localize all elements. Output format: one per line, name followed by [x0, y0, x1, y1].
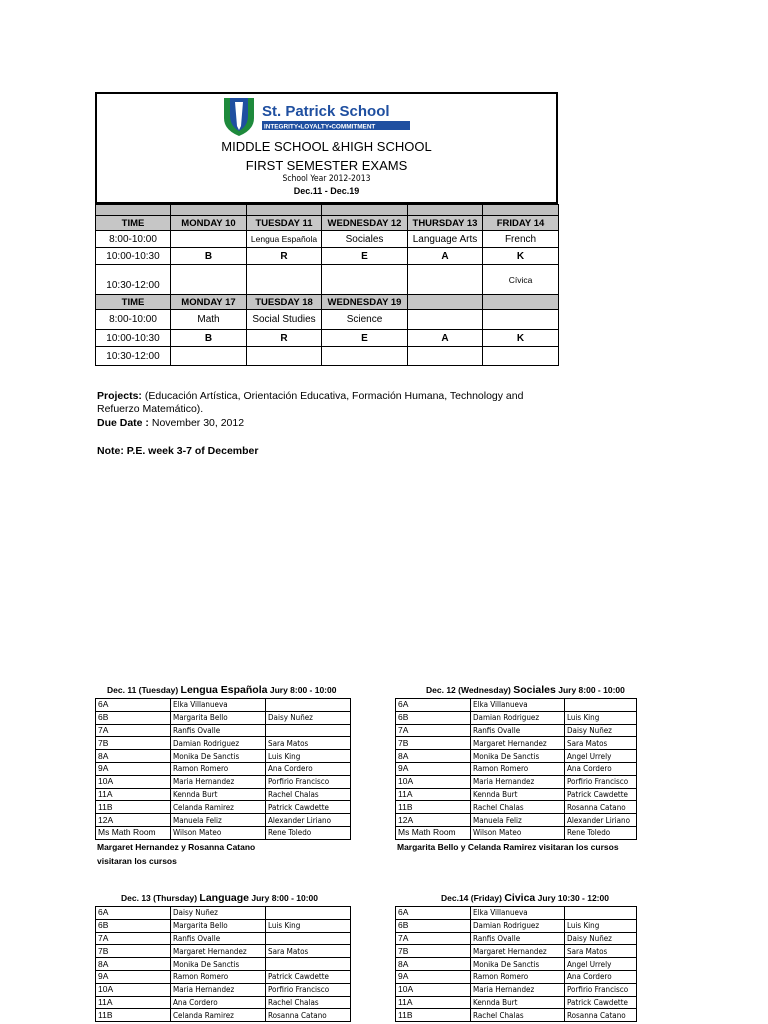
- cell: A: [408, 248, 483, 265]
- table-row: [96, 265, 559, 295]
- class-cell: 7A: [396, 724, 471, 737]
- cell: [171, 231, 247, 248]
- school-name-text: St. Patrick School: [262, 103, 390, 120]
- teacher-cell: Manuela Feliz: [471, 814, 565, 827]
- jury-title-subject: Sociales: [513, 684, 556, 696]
- table-row: [96, 788, 351, 801]
- class-cell: 9A: [396, 762, 471, 775]
- cell: K: [483, 330, 559, 347]
- teacher-cell: Rachel Chalas: [266, 996, 351, 1009]
- header-cell: FRIDAY 14: [483, 216, 559, 231]
- motto-text: INTEGRITY•LOYALTY•COMMITMENT: [264, 123, 376, 131]
- table-row: [396, 919, 637, 932]
- exam-schedule-table: [95, 204, 559, 366]
- cell: [247, 347, 322, 366]
- visit-note-dec11: [97, 840, 255, 868]
- teacher-cell: Patrick Cawdette: [565, 996, 637, 1009]
- teacher-cell: Luis King: [266, 919, 351, 932]
- teacher-cell: Rene Toledo: [565, 826, 637, 839]
- teacher-cell: Kennda Burt: [471, 788, 565, 801]
- week1-header-row: [96, 216, 559, 231]
- header-cell: TIME: [96, 216, 171, 231]
- teacher-cell: Monika De Sanctis: [171, 958, 266, 971]
- class-cell: 7A: [96, 724, 171, 737]
- class-cell: 8A: [96, 750, 171, 763]
- teacher-cell: Patrick Cawdette: [266, 801, 351, 814]
- class-cell: 12A: [96, 814, 171, 827]
- cell: [247, 265, 322, 295]
- table-row: [396, 775, 637, 788]
- teacher-cell: Kennda Burt: [171, 788, 266, 801]
- cell: E: [322, 330, 408, 347]
- teacher-cell: Ana Cordero: [171, 996, 266, 1009]
- jury-title-dec11: [107, 684, 336, 696]
- teacher-cell: Patrick Cawdette: [266, 970, 351, 983]
- teacher-cell: Rosanna Catano: [565, 801, 637, 814]
- teacher-cell: Damian Rodriguez: [171, 737, 266, 750]
- cell: [171, 347, 247, 366]
- teacher-cell: Maria Hernandez: [171, 983, 266, 996]
- class-cell: Ms Math Room: [396, 826, 471, 839]
- class-cell: 7B: [396, 737, 471, 750]
- teacher-cell: Luis King: [565, 919, 637, 932]
- table-row: [96, 231, 559, 248]
- table-row: [396, 788, 637, 801]
- class-cell: 11B: [96, 1009, 171, 1022]
- header-cell: [483, 295, 559, 310]
- class-cell: Ms Math Room: [96, 826, 171, 839]
- projects-label: Projects:: [97, 390, 142, 402]
- class-cell: 11A: [96, 788, 171, 801]
- cell: Math: [171, 310, 247, 330]
- teacher-cell: Daisy Nuñez: [565, 932, 637, 945]
- table-row: [396, 996, 637, 1009]
- class-cell: 11B: [396, 801, 471, 814]
- school-logo: [222, 96, 412, 138]
- teacher-cell: Celanda Ramirez: [171, 1009, 266, 1022]
- time-cell: 8:00-10:00: [96, 231, 171, 248]
- table-row: [96, 814, 351, 827]
- class-cell: 10A: [96, 983, 171, 996]
- teacher-cell: Sara Matos: [266, 945, 351, 958]
- time-cell: 10:00-10:30: [96, 248, 171, 265]
- table-row: [396, 983, 637, 996]
- class-cell: 11A: [396, 996, 471, 1009]
- table-row: [96, 762, 351, 775]
- teacher-cell: Damian Rodriguez: [471, 919, 565, 932]
- time-cell: 10:30-12:00: [96, 347, 171, 366]
- table-row: [96, 945, 351, 958]
- class-cell: 9A: [396, 970, 471, 983]
- teacher-cell: Daisy Nuñez: [565, 724, 637, 737]
- teacher-cell: Rosanna Catano: [565, 1009, 637, 1022]
- header-cell: WEDNESDAY 12: [322, 216, 408, 231]
- teacher-cell: Celanda Ramirez: [171, 801, 266, 814]
- teacher-cell: Margaret Hernandez: [471, 945, 565, 958]
- teacher-cell: Rachel Chalas: [471, 1009, 565, 1022]
- teacher-cell: Rachel Chalas: [266, 788, 351, 801]
- cell: Social Studies: [247, 310, 322, 330]
- table-row: [96, 737, 351, 750]
- cell: Lengua Española: [247, 231, 322, 248]
- jury-table-dec11: [95, 698, 351, 840]
- header-cell: MONDAY 17: [171, 295, 247, 310]
- visit-line: Margaret Hernandez y Rosanna Catano: [97, 842, 256, 852]
- jury-title-subject: Civica: [504, 892, 536, 904]
- class-cell: 10A: [96, 775, 171, 788]
- due-date-note: [97, 417, 557, 430]
- teacher-cell: Alexander Liriano: [266, 814, 351, 827]
- header-cell: TUESDAY 18: [247, 295, 322, 310]
- jury-title-prefix: Dec. 11 (Tuesday): [107, 685, 181, 695]
- cell: [483, 310, 559, 330]
- cell: [408, 347, 483, 366]
- table-row: [96, 801, 351, 814]
- jury-title-suffix: Jury 8:00 - 10:00: [249, 893, 318, 903]
- cell: B: [171, 248, 247, 265]
- teacher-cell: Rene Toledo: [266, 826, 351, 839]
- teacher-cell: Ramon Romero: [171, 762, 266, 775]
- shield-logo-icon: [222, 96, 412, 138]
- teacher-cell: Maria Hernandez: [471, 775, 565, 788]
- jury-title-dec12: [426, 684, 625, 696]
- table-row: [396, 907, 637, 920]
- table-row: [396, 814, 637, 827]
- jury-table-dec12: [395, 698, 637, 840]
- teacher-cell: Monika De Sanctis: [471, 958, 565, 971]
- teacher-cell: Sara Matos: [565, 737, 637, 750]
- table-row: [96, 724, 351, 737]
- teacher-cell: Ana Cordero: [565, 762, 637, 775]
- teacher-cell: Kennda Burt: [471, 996, 565, 1009]
- cell: Language Arts: [408, 231, 483, 248]
- teacher-cell: Angel Urrely: [565, 750, 637, 763]
- pe-note: Note: P.E. week 3-7 of December: [97, 445, 259, 457]
- jury-title-dec14: [441, 892, 609, 904]
- teacher-cell: Ranfis Ovalle: [171, 932, 266, 945]
- teacher-cell: Ranfis Ovalle: [471, 932, 565, 945]
- header-cell: WEDNESDAY 19: [322, 295, 408, 310]
- teacher-cell: Wilson Mateo: [471, 826, 565, 839]
- teacher-cell: Porfirio Francisco: [266, 775, 351, 788]
- class-cell: 8A: [396, 750, 471, 763]
- table-row: [396, 945, 637, 958]
- table-row: [96, 958, 351, 971]
- class-cell: 8A: [396, 958, 471, 971]
- jury-title-suffix: Jury 8:00 - 10:00: [555, 685, 625, 695]
- jury-title-dec13: [121, 892, 318, 904]
- table-row: [96, 983, 351, 996]
- teacher-cell: Ramon Romero: [471, 970, 565, 983]
- jury-title-suffix: Jury 8:00 - 10:00: [267, 685, 337, 695]
- cell: [408, 310, 483, 330]
- teacher-cell: Rachel Chalas: [471, 801, 565, 814]
- table-row: [96, 347, 559, 366]
- teacher-cell: [266, 699, 351, 712]
- jury-title-subject: Language: [199, 892, 250, 904]
- week2-header-row: [96, 295, 559, 310]
- class-cell: 11B: [396, 1009, 471, 1022]
- class-cell: 12A: [396, 814, 471, 827]
- table-row: [96, 699, 351, 712]
- cell: R: [247, 248, 322, 265]
- table-row: [396, 1009, 637, 1022]
- teacher-cell: Margaret Hernandez: [471, 737, 565, 750]
- class-cell: 6A: [96, 907, 171, 920]
- header-cell: MONDAY 10: [171, 216, 247, 231]
- visit-line: visitaran los cursos: [97, 856, 177, 866]
- teacher-cell: Daisy Nuñez: [266, 711, 351, 724]
- teacher-cell: Monika De Sanctis: [171, 750, 266, 763]
- table-row: [396, 711, 637, 724]
- teacher-cell: Margaret Hernandez: [171, 945, 266, 958]
- cell: Science: [322, 310, 408, 330]
- class-cell: 10A: [396, 983, 471, 996]
- header-line-1: MIDDLE SCHOOL &HIGH SCHOOL: [221, 139, 432, 154]
- teacher-cell: Patrick Cawdette: [565, 788, 637, 801]
- teacher-cell: Damian Rodriguez: [471, 711, 565, 724]
- teacher-cell: Margarita Bello: [171, 711, 266, 724]
- table-row: [396, 699, 637, 712]
- teacher-cell: [266, 958, 351, 971]
- table-row: [96, 932, 351, 945]
- header-cell: TUESDAY 11: [247, 216, 322, 231]
- table-row: [96, 750, 351, 763]
- table-band-row: [96, 205, 559, 216]
- teacher-cell: Sara Matos: [266, 737, 351, 750]
- teacher-cell: Ramon Romero: [471, 762, 565, 775]
- table-row: [96, 310, 559, 330]
- time-cell: 10:30-12:00: [96, 265, 171, 295]
- table-row: [96, 919, 351, 932]
- visit-note-dec12: [397, 840, 619, 854]
- cell: B: [171, 330, 247, 347]
- cell: Sociales: [322, 231, 408, 248]
- teacher-cell: [266, 932, 351, 945]
- teacher-cell: Porfirio Francisco: [565, 983, 637, 996]
- class-cell: 11B: [96, 801, 171, 814]
- time-cell: 8:00-10:00: [96, 310, 171, 330]
- teacher-cell: Ana Cordero: [266, 762, 351, 775]
- table-row: [96, 996, 351, 1009]
- teacher-cell: Luis King: [565, 711, 637, 724]
- cell: [322, 265, 408, 295]
- jury-title-subject: Lengua Española: [180, 684, 268, 696]
- table-row: [396, 970, 637, 983]
- teacher-cell: [565, 699, 637, 712]
- jury-title-suffix: Jury 10:30 - 12:00: [535, 893, 609, 903]
- teacher-cell: Daisy Nuñez: [171, 907, 266, 920]
- teacher-cell: Ramon Romero: [171, 970, 266, 983]
- teacher-cell: Elka Villanueva: [171, 699, 266, 712]
- table-row: [396, 750, 637, 763]
- cell: Cívica: [483, 265, 559, 295]
- class-cell: 8A: [96, 958, 171, 971]
- teacher-cell: Maria Hernandez: [471, 983, 565, 996]
- class-cell: 7B: [396, 945, 471, 958]
- class-cell: 7B: [96, 737, 171, 750]
- teacher-cell: Maria Hernandez: [171, 775, 266, 788]
- time-cell: 10:00-10:30: [96, 330, 171, 347]
- teacher-cell: Porfirio Francisco: [266, 983, 351, 996]
- teacher-cell: [266, 907, 351, 920]
- class-cell: 7A: [396, 932, 471, 945]
- cell: [408, 265, 483, 295]
- teacher-cell: Elka Villanueva: [471, 907, 565, 920]
- projects-text: (Educación Artística, Orientación Educativa, Formación Humana, Technology and Refuerzo Matemático).: [97, 390, 524, 415]
- table-row: [96, 1009, 351, 1022]
- teacher-cell: Alexander Liriano: [565, 814, 637, 827]
- class-cell: 9A: [96, 762, 171, 775]
- teacher-cell: Sara Matos: [565, 945, 637, 958]
- jury-title-prefix: Dec. 12 (Wednesday): [426, 685, 514, 695]
- teacher-cell: Angel Urrely: [565, 958, 637, 971]
- teacher-cell: [565, 907, 637, 920]
- table-row: [396, 932, 637, 945]
- class-cell: 6A: [396, 699, 471, 712]
- table-row: [96, 330, 559, 347]
- class-cell: 10A: [396, 775, 471, 788]
- teacher-cell: Luis King: [266, 750, 351, 763]
- table-row: [396, 737, 637, 750]
- table-row: [396, 801, 637, 814]
- due-date-text: November 30, 2012: [148, 417, 245, 429]
- cell: R: [247, 330, 322, 347]
- header-cell: [408, 295, 483, 310]
- teacher-cell: Rosanna Catano: [266, 1009, 351, 1022]
- projects-note: [97, 390, 557, 416]
- class-cell: 6B: [96, 711, 171, 724]
- teacher-cell: Ranfis Ovalle: [171, 724, 266, 737]
- table-row: [96, 826, 351, 839]
- class-cell: 6B: [96, 919, 171, 932]
- header-cell: THURSDAY 13: [408, 216, 483, 231]
- header-cell: TIME: [96, 295, 171, 310]
- school-year: School Year 2012-2013: [282, 174, 371, 184]
- table-row: [396, 826, 637, 839]
- teacher-cell: Margarita Bello: [171, 919, 266, 932]
- teacher-cell: Ranfis Ovalle: [471, 724, 565, 737]
- teacher-cell: Wilson Mateo: [171, 826, 266, 839]
- jury-table-dec13: [95, 906, 351, 1022]
- teacher-cell: Ana Cordero: [565, 970, 637, 983]
- teacher-cell: Manuela Feliz: [171, 814, 266, 827]
- class-cell: 9A: [96, 970, 171, 983]
- table-row: [396, 958, 637, 971]
- table-row: [96, 907, 351, 920]
- jury-table-dec14: [395, 906, 637, 1022]
- header-line-2: FIRST SEMESTER EXAMS: [245, 158, 408, 173]
- table-row: [396, 762, 637, 775]
- cell: [483, 347, 559, 366]
- class-cell: 6A: [396, 907, 471, 920]
- class-cell: 6B: [396, 711, 471, 724]
- jury-title-prefix: Dec. 13 (Thursday): [121, 893, 200, 903]
- teacher-cell: Porfirio Francisco: [565, 775, 637, 788]
- class-cell: 11A: [396, 788, 471, 801]
- visit-line: Margarita Bello y Celanda Ramirez visitaran los cursos: [397, 842, 619, 852]
- table-row: [96, 775, 351, 788]
- table-row: [396, 724, 637, 737]
- cell: [171, 265, 247, 295]
- cell: E: [322, 248, 408, 265]
- teacher-cell: Monika De Sanctis: [471, 750, 565, 763]
- cell: A: [408, 330, 483, 347]
- class-cell: 6A: [96, 699, 171, 712]
- cell: K: [483, 248, 559, 265]
- jury-title-prefix: Dec.14 (Friday): [441, 893, 505, 903]
- class-cell: 6B: [396, 919, 471, 932]
- due-date-label: Due Date :: [97, 417, 149, 429]
- class-cell: 7A: [96, 932, 171, 945]
- teacher-cell: Elka Villanueva: [471, 699, 565, 712]
- class-cell: 11A: [96, 996, 171, 1009]
- cell: [322, 347, 408, 366]
- table-row: [96, 248, 559, 265]
- table-row: [96, 970, 351, 983]
- cell: French: [483, 231, 559, 248]
- teacher-cell: [266, 724, 351, 737]
- date-range: Dec.11 - Dec.19: [293, 186, 360, 196]
- class-cell: 7B: [96, 945, 171, 958]
- table-row: [96, 711, 351, 724]
